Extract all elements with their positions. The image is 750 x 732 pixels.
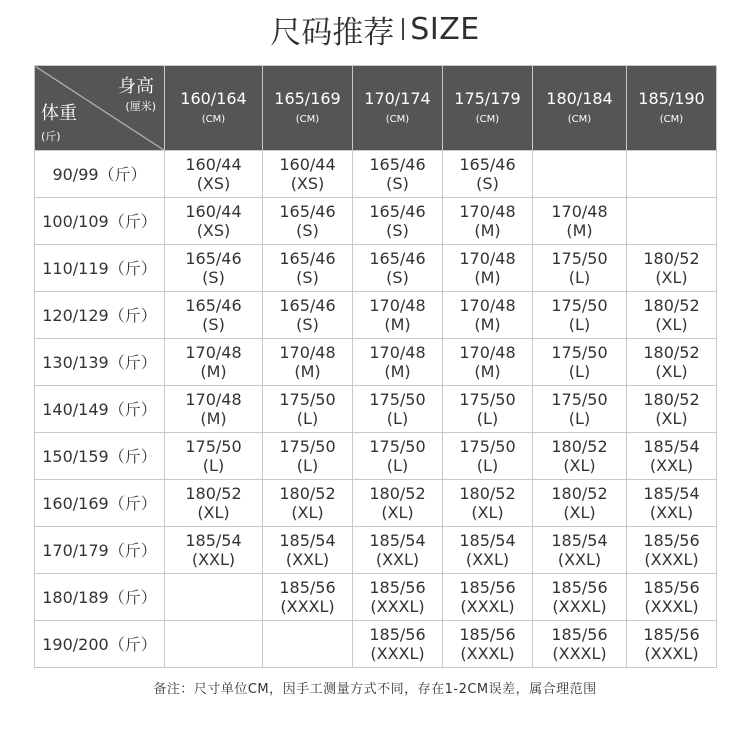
size-cell [533, 574, 627, 621]
size-cell [627, 433, 717, 480]
size-cell [533, 433, 627, 480]
size-label: (M) [200, 409, 227, 428]
size-cell [533, 151, 627, 198]
header-row [35, 66, 717, 151]
size-cell [443, 292, 533, 339]
table-row [35, 292, 717, 339]
size-value: 170/48 [369, 296, 426, 315]
size-cell [353, 621, 443, 668]
size-label: (XL) [471, 503, 504, 522]
size-value: 165/46 [369, 202, 426, 221]
size-label: (XXXL) [644, 597, 699, 616]
size-cell [353, 151, 443, 198]
height-range: 160/164 [180, 89, 247, 108]
size-label: (XXXL) [460, 597, 515, 616]
size-cell [263, 480, 353, 527]
weight-range-cell: 140/149（斤） [35, 386, 165, 433]
size-value: 175/50 [279, 390, 336, 409]
size-label: (L) [386, 409, 409, 428]
size-label: (XXL) [649, 456, 694, 475]
size-cell [263, 574, 353, 621]
size-label: (S) [386, 268, 409, 287]
size-value: 180/52 [369, 484, 426, 503]
size-value: 170/48 [279, 343, 336, 362]
size-label: (L) [568, 409, 591, 428]
page-title [0, 4, 750, 54]
size-cell [263, 433, 353, 480]
size-value: 185/56 [459, 578, 516, 597]
size-cell [627, 339, 717, 386]
size-label: (XL) [563, 503, 596, 522]
height-column-header [165, 66, 263, 151]
height-column-header [353, 66, 443, 151]
size-label: (S) [386, 221, 409, 240]
height-range: 170/174 [364, 89, 431, 108]
size-cell [165, 527, 263, 574]
size-label: (XXXL) [552, 644, 607, 663]
size-label: (XL) [381, 503, 414, 522]
weight-range-cell: 100/109（斤） [35, 198, 165, 245]
size-label: (M) [474, 362, 501, 381]
size-label: (M) [294, 362, 321, 381]
size-value: 180/52 [459, 484, 516, 503]
size-value: 175/50 [369, 437, 426, 456]
size-label: (XXXL) [552, 597, 607, 616]
size-label: (XXXL) [370, 644, 425, 663]
weight-range-cell: 160/169（斤） [35, 480, 165, 527]
size-label: (XL) [655, 268, 688, 287]
size-value: 180/52 [643, 343, 700, 362]
size-value: 180/52 [185, 484, 242, 503]
footnote: 备注：尺寸单位CM，因手工测量方式不同，存在1-2CM误差，属合理范围 [153, 682, 597, 697]
size-value: 170/48 [459, 343, 516, 362]
size-cell [353, 198, 443, 245]
height-range: 180/184 [546, 89, 613, 108]
size-label: (XL) [291, 503, 324, 522]
size-cell [443, 574, 533, 621]
weight-unit: (斤) [41, 130, 61, 143]
size-value: 175/50 [369, 390, 426, 409]
size-label: (L) [568, 268, 591, 287]
height-range-unit: (CM) [567, 114, 592, 125]
size-label: (M) [384, 315, 411, 334]
table-row [35, 198, 717, 245]
table-row [35, 574, 717, 621]
size-value: 185/54 [279, 531, 336, 550]
size-value: 170/48 [459, 296, 516, 315]
size-label: (XS) [196, 221, 231, 240]
height-range-unit: (CM) [659, 114, 684, 125]
size-label: (XXL) [191, 550, 236, 569]
size-cell [165, 574, 263, 621]
size-label: (XXL) [465, 550, 510, 569]
size-label: (L) [568, 315, 591, 334]
height-column-header [533, 66, 627, 151]
size-cell [165, 151, 263, 198]
size-cell [443, 621, 533, 668]
size-cell [165, 339, 263, 386]
size-label: (XXL) [285, 550, 330, 569]
size-value: 175/50 [279, 437, 336, 456]
size-cell [627, 574, 717, 621]
height-column-header [627, 66, 717, 151]
size-cell [627, 245, 717, 292]
title-cn: 尺码推荐 [270, 14, 395, 51]
size-label: (S) [202, 315, 225, 334]
size-cell [627, 621, 717, 668]
size-value: 165/46 [369, 249, 426, 268]
size-label: (XXXL) [644, 644, 699, 663]
size-cell [533, 527, 627, 574]
size-cell [627, 151, 717, 198]
height-range-unit: (CM) [201, 114, 226, 125]
size-value: 175/50 [551, 296, 608, 315]
size-value: 170/48 [369, 343, 426, 362]
size-cell [627, 386, 717, 433]
size-value: 180/52 [643, 296, 700, 315]
weight-range-cell: 150/159（斤） [35, 433, 165, 480]
size-cell [533, 198, 627, 245]
size-cell [353, 527, 443, 574]
size-label: (M) [384, 362, 411, 381]
size-cell [533, 480, 627, 527]
size-value: 175/50 [551, 390, 608, 409]
size-value: 170/48 [551, 202, 608, 221]
size-label: (M) [200, 362, 227, 381]
size-value: 175/50 [551, 249, 608, 268]
height-column-header [263, 66, 353, 151]
size-cell [165, 433, 263, 480]
size-cell [353, 386, 443, 433]
table-row [35, 245, 717, 292]
table-row [35, 339, 717, 386]
size-cell [263, 292, 353, 339]
size-value: 175/50 [551, 343, 608, 362]
size-value: 165/46 [369, 155, 426, 174]
size-cell [533, 292, 627, 339]
size-cell [165, 292, 263, 339]
size-value: 185/56 [369, 625, 426, 644]
size-value: 165/46 [279, 202, 336, 221]
size-value: 170/48 [185, 390, 242, 409]
size-label: (M) [474, 268, 501, 287]
size-value: 160/44 [185, 202, 242, 221]
size-value: 185/54 [551, 531, 608, 550]
size-value: 180/52 [551, 437, 608, 456]
height-range: 175/179 [454, 89, 521, 108]
size-cell [443, 198, 533, 245]
height-range-unit: (CM) [475, 114, 500, 125]
size-label: (XXXL) [280, 597, 335, 616]
size-value: 185/54 [459, 531, 516, 550]
size-cell [627, 480, 717, 527]
size-label: (L) [476, 456, 499, 475]
size-cell [443, 245, 533, 292]
size-value: 175/50 [459, 437, 516, 456]
size-cell [353, 339, 443, 386]
size-label: (XL) [655, 409, 688, 428]
size-value: 185/56 [643, 578, 700, 597]
size-cell [353, 245, 443, 292]
size-cell [353, 433, 443, 480]
size-label: (XS) [196, 174, 231, 193]
table-row [35, 527, 717, 574]
size-value: 185/56 [643, 625, 700, 644]
height-unit: (厘米) [125, 100, 156, 113]
size-cell [263, 198, 353, 245]
size-label: (XL) [655, 315, 688, 334]
size-label: (S) [296, 315, 319, 334]
size-label: (M) [474, 221, 501, 240]
size-cell [443, 480, 533, 527]
size-cell [533, 386, 627, 433]
size-label: (S) [202, 268, 225, 287]
size-value: 185/56 [551, 625, 608, 644]
weight-range-cell: 180/189（斤） [35, 574, 165, 621]
size-label: (S) [296, 268, 319, 287]
size-cell [443, 527, 533, 574]
height-range: 165/169 [274, 89, 341, 108]
table-row [35, 480, 717, 527]
weight-range-cell: 120/129（斤） [35, 292, 165, 339]
table-row [35, 433, 717, 480]
height-label: 身高 [118, 76, 154, 97]
size-label: (S) [386, 174, 409, 193]
size-label: (S) [476, 174, 499, 193]
size-value: 185/56 [369, 578, 426, 597]
size-cell [627, 292, 717, 339]
size-cell [165, 386, 263, 433]
size-cell [263, 527, 353, 574]
size-value: 165/46 [279, 296, 336, 315]
size-value: 185/54 [369, 531, 426, 550]
size-value: 160/44 [279, 155, 336, 174]
weight-range-cell: 110/119（斤） [35, 245, 165, 292]
size-cell [443, 433, 533, 480]
height-range: 185/190 [638, 89, 705, 108]
size-value: 185/56 [279, 578, 336, 597]
size-value: 170/48 [459, 202, 516, 221]
table-row [35, 621, 717, 668]
size-cell [627, 527, 717, 574]
size-value: 160/44 [185, 155, 242, 174]
size-cell [443, 339, 533, 386]
size-chart-body [35, 151, 717, 668]
size-value: 165/46 [459, 155, 516, 174]
size-value: 185/54 [185, 531, 242, 550]
size-value: 180/52 [551, 484, 608, 503]
size-cell [165, 480, 263, 527]
size-label: (L) [296, 456, 319, 475]
size-label: (XXXL) [460, 644, 515, 663]
size-cell [443, 386, 533, 433]
size-cell [263, 151, 353, 198]
size-value: 185/54 [643, 437, 700, 456]
size-value: 180/52 [643, 390, 700, 409]
size-cell [263, 621, 353, 668]
size-value: 185/54 [643, 484, 700, 503]
size-label: (L) [386, 456, 409, 475]
size-value: 175/50 [185, 437, 242, 456]
size-value: 185/56 [551, 578, 608, 597]
title-en: SIZE [410, 11, 480, 47]
size-label: (XXL) [375, 550, 420, 569]
weight-range-cell: 190/200（斤） [35, 621, 165, 668]
size-label: (M) [566, 221, 593, 240]
size-value: 175/50 [459, 390, 516, 409]
size-label: (XL) [197, 503, 230, 522]
size-cell [443, 151, 533, 198]
size-cell [533, 245, 627, 292]
size-label: (M) [474, 315, 501, 334]
size-value: 185/56 [459, 625, 516, 644]
size-label: (L) [476, 409, 499, 428]
size-cell [263, 386, 353, 433]
size-label: (L) [296, 409, 319, 428]
size-cell [165, 621, 263, 668]
size-value: 165/46 [185, 296, 242, 315]
size-cell [533, 339, 627, 386]
title-separator [402, 18, 404, 40]
size-value: 180/52 [279, 484, 336, 503]
size-value: 170/48 [185, 343, 242, 362]
size-cell [353, 292, 443, 339]
corner-header-cell [35, 66, 165, 151]
size-label: (XL) [655, 362, 688, 381]
height-column-header [443, 66, 533, 151]
table-row [35, 151, 717, 198]
height-range-unit: (CM) [295, 114, 320, 125]
height-range-unit: (CM) [385, 114, 410, 125]
size-value: 165/46 [279, 249, 336, 268]
size-chart-table [34, 65, 717, 668]
weight-label: 体重 [41, 103, 77, 124]
size-label: (XS) [290, 174, 325, 193]
size-value: 185/56 [643, 531, 700, 550]
weight-range-cell: 90/99（斤） [35, 151, 165, 198]
size-label: (XXL) [557, 550, 602, 569]
table-row [35, 386, 717, 433]
size-value: 170/48 [459, 249, 516, 268]
size-cell [353, 480, 443, 527]
size-label: (L) [568, 362, 591, 381]
size-cell [165, 245, 263, 292]
size-value: 180/52 [643, 249, 700, 268]
size-label: (XXXL) [370, 597, 425, 616]
size-cell [263, 339, 353, 386]
size-cell [165, 198, 263, 245]
size-cell [533, 621, 627, 668]
weight-range-cell: 170/179（斤） [35, 527, 165, 574]
size-label: (XXXL) [644, 550, 699, 569]
size-cell [627, 198, 717, 245]
size-cell [353, 574, 443, 621]
size-cell [263, 245, 353, 292]
size-value: 165/46 [185, 249, 242, 268]
size-label: (XXL) [649, 503, 694, 522]
size-label: (XL) [563, 456, 596, 475]
weight-range-cell: 130/139（斤） [35, 339, 165, 386]
size-label: (L) [202, 456, 225, 475]
size-label: (S) [296, 221, 319, 240]
